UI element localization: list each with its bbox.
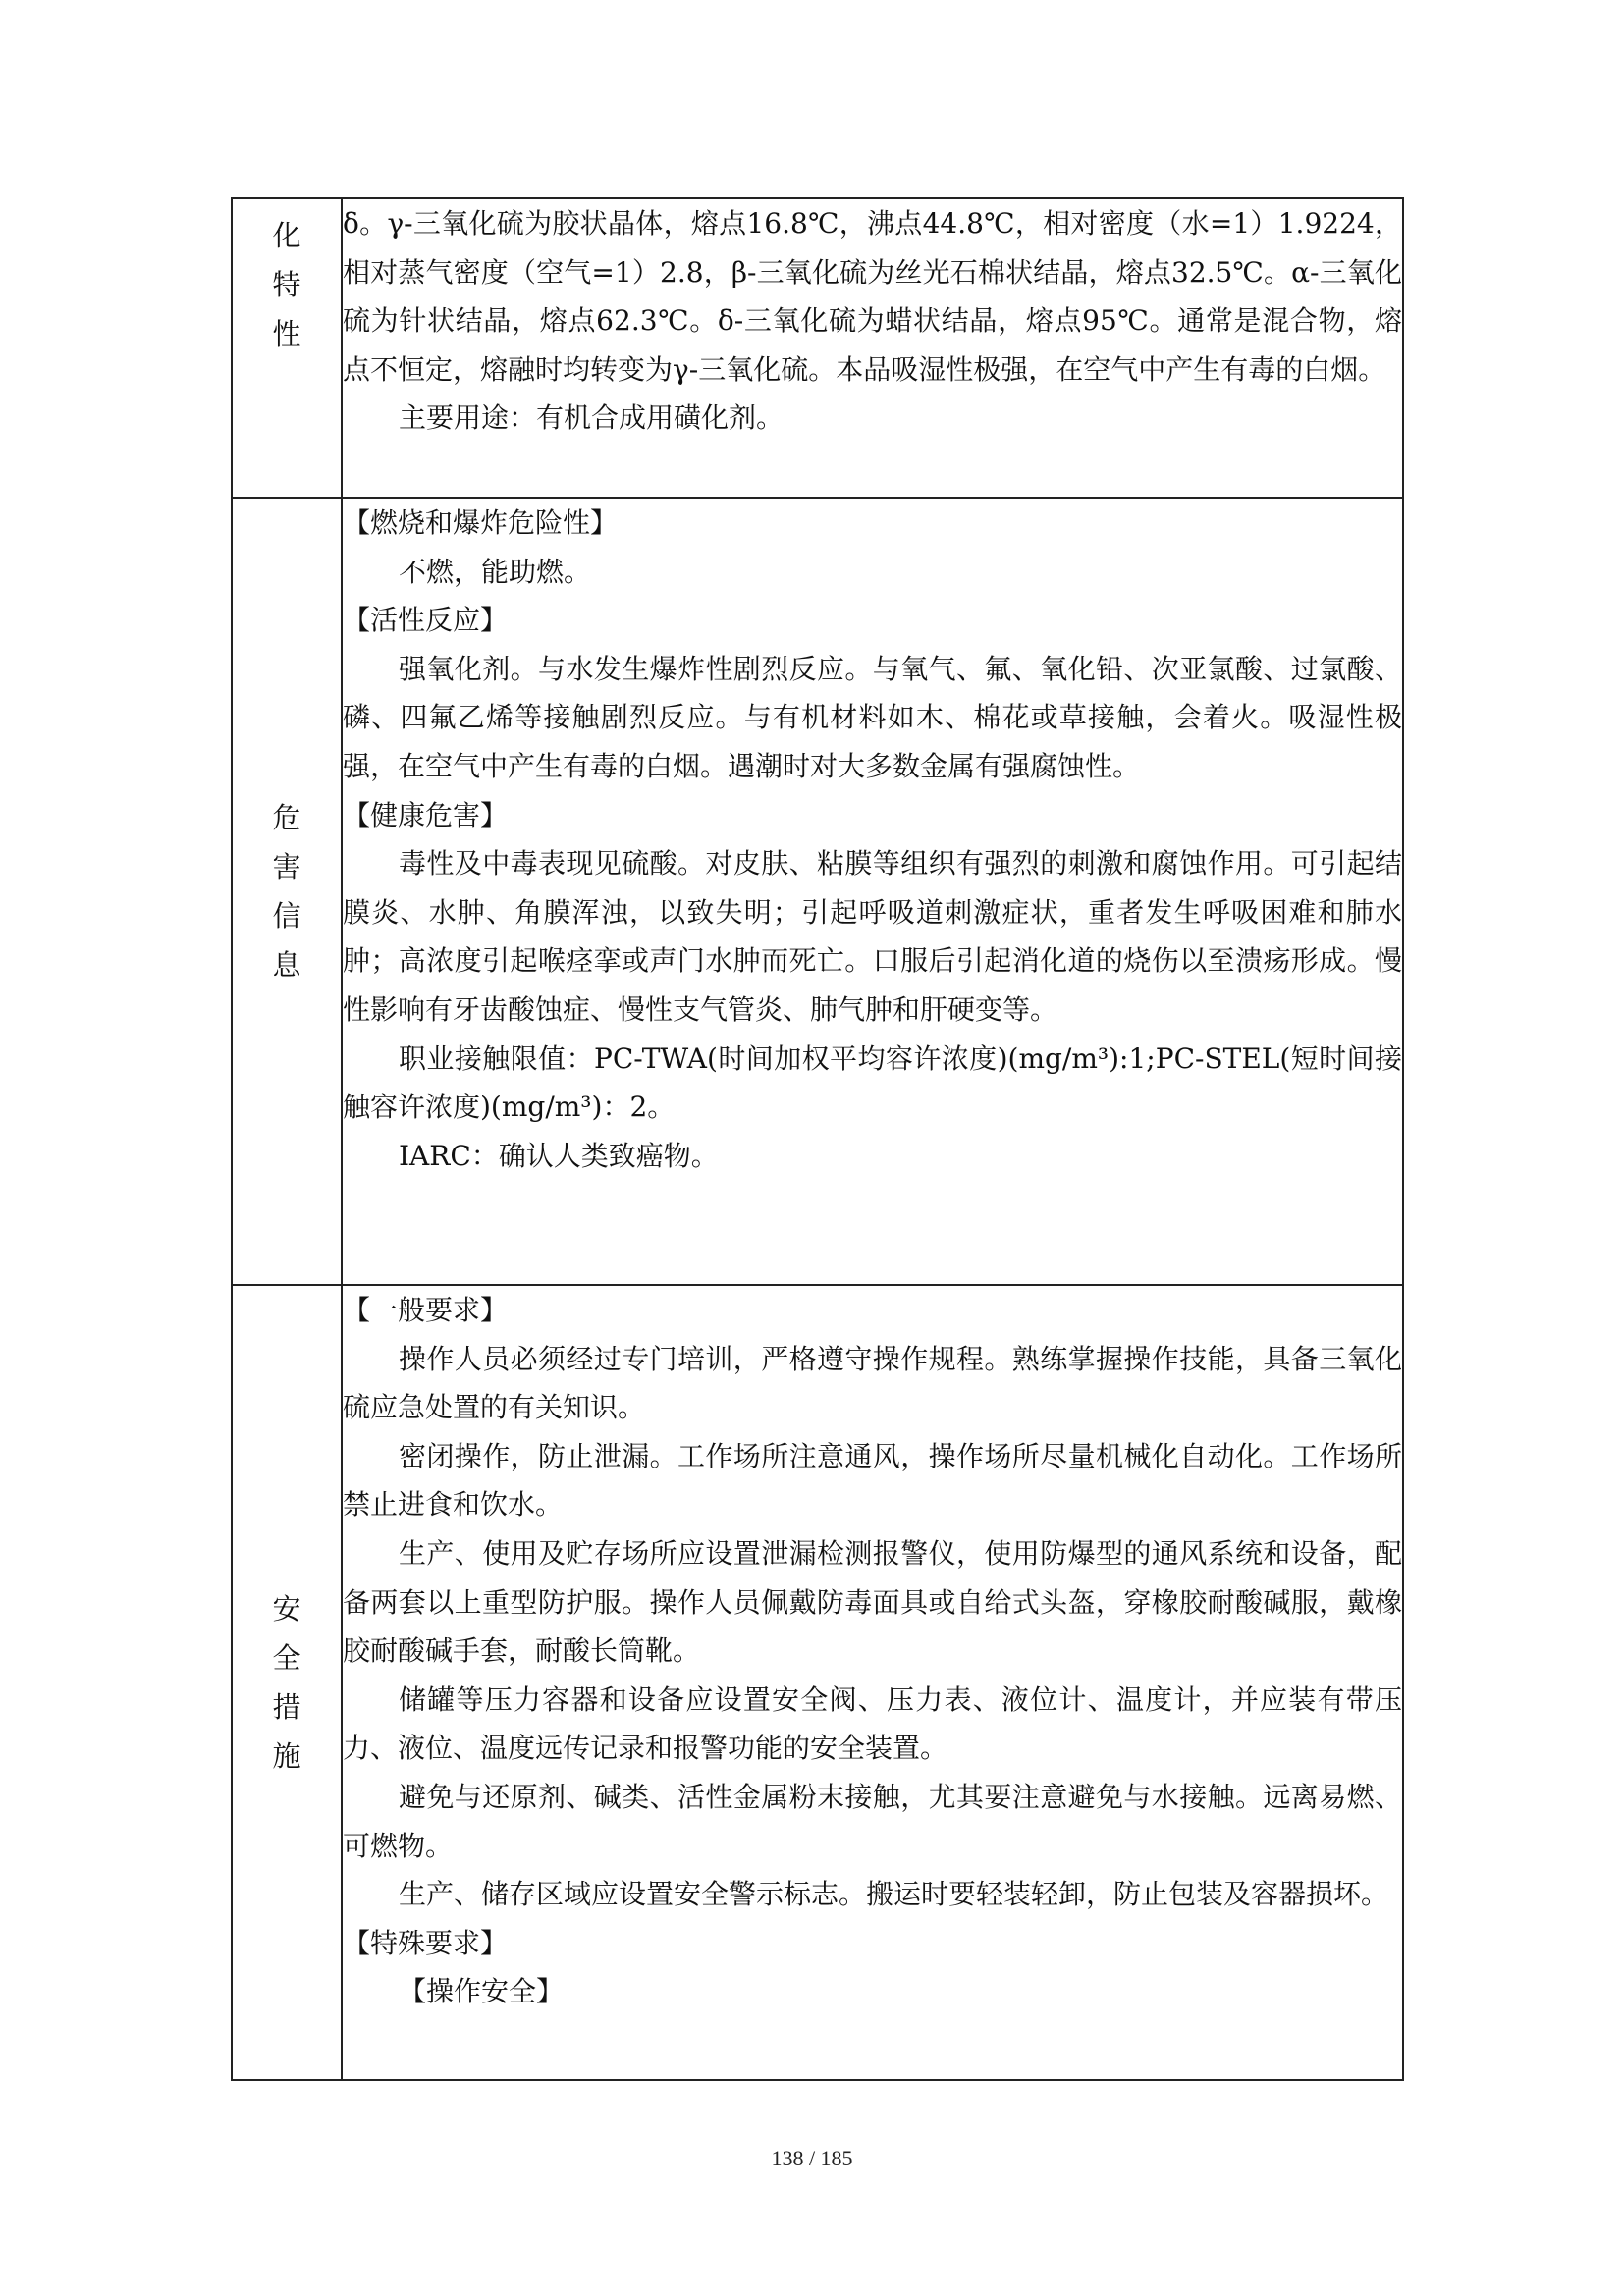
subheading: 【健康危害】	[343, 798, 509, 831]
subheading: 【操作安全】	[399, 1975, 565, 2008]
paragraph: 储罐等压力容器和设备应设置安全阀、压力表、液位计、温度计，并应装有带压力、液位、温度远传记录和报警功能的安全装置。	[343, 1682, 1402, 1765]
paragraph: 职业接触限值：PC-TWA(时间加权平均容许浓度)(mg/m³):1;PC-STEL(短时间接触容许浓度)(mg/m³)：2。	[343, 1041, 1402, 1124]
paragraph: 生产、使用及贮存场所应设置泄漏检测报警仪，使用防爆型的通风系统和设备，配备两套以上重型防护服。操作人员佩戴防毒面具或自给式头盔，穿橡胶耐酸碱服，戴橡胶耐酸碱手套，耐酸长筒靴。	[343, 1536, 1402, 1668]
subheading: 【一般要求】	[343, 1294, 509, 1326]
paragraph: 毒性及中毒表现见硫酸。对皮肤、粘膜等组织有强烈的刺激和腐蚀作用。可引起结膜炎、水肿、角膜浑浊，以致失明；引起呼吸道刺激症状，重者发生呼吸困难和肺水肿；高浓度引起喉痉挛或声门水肿而死亡。口服后引起消化道的烧伤以至溃疡形成。慢性影响有牙齿酸蚀症、慢性支气管炎、肺气肿和肝硬变等。	[343, 847, 1402, 1026]
label-char: 特	[272, 268, 301, 301]
paragraph: 操作人员必须经过专门培训，严格遵守操作规程。熟练掌握操作技能，具备三氧化硫应急处置的有关知识。	[343, 1342, 1402, 1424]
paragraph: 主要用途：有机合成用磺化剂。	[399, 401, 785, 435]
msds-table	[231, 197, 1404, 2081]
label-char: 安	[272, 1592, 301, 1626]
label-char: 全	[272, 1641, 301, 1675]
label-char: 息	[272, 948, 301, 982]
section-label-chemical-properties	[232, 198, 342, 498]
section-content-safety-measures	[342, 1285, 1403, 2080]
paragraph: 密闭操作，防止泄漏。工作场所注意通风，操作场所尽量机械化自动化。工作场所禁止进食和饮水。	[343, 1439, 1402, 1522]
subheading: 【活性反应】	[343, 604, 509, 637]
paragraph: 避免与还原剂、碱类、活性金属粉末接触，尤其要注意避免与水接触。远离易燃、可燃物。	[343, 1780, 1402, 1862]
section-content-hazard-info	[342, 498, 1403, 1285]
paragraph: 生产、储存区域应设置安全警示标志。搬运时要轻装轻卸，防止包装及容器损坏。	[399, 1878, 1389, 1911]
paragraph: IARC：确认人类致癌物。	[399, 1139, 719, 1172]
page-number: 138 / 185	[771, 2146, 853, 2170]
section-safety-measures	[232, 1285, 1403, 2080]
paragraph: 强氧化剂。与水发生爆炸性剧烈反应。与氧气、氟、氧化铅、次亚氯酸、过氯酸、磷、四氟乙烯等接触剧烈反应。与有机材料如木、棉花或草接触，会着火。吸湿性极强，在空气中产生有毒的白烟。遇潮时对大多数金属有强腐蚀性。	[343, 652, 1402, 782]
label-char: 施	[272, 1739, 301, 1773]
label-char: 信	[272, 899, 301, 933]
section-label-safety-measures	[232, 1285, 342, 2080]
label-char: 化	[272, 219, 301, 252]
paragraph: 不燃，能助燃。	[399, 555, 592, 588]
label-char: 害	[272, 850, 301, 883]
label-char: 危	[272, 801, 301, 834]
section-hazard-info	[232, 498, 1403, 1285]
label-char: 措	[272, 1690, 301, 1724]
subheading: 【特殊要求】	[343, 1926, 509, 1959]
label-char: 性	[272, 317, 301, 350]
subheading: 【燃烧和爆炸危险性】	[343, 507, 619, 539]
section-content-chemical-properties	[342, 198, 1403, 498]
section-label-hazard-info	[232, 498, 342, 1285]
paragraph: δ。γ-三氧化硫为胶状晶体，熔点16.8℃，沸点44.8℃，相对密度（水=1）1.9224，相对蒸气密度（空气=1）2.8，β-三氧化硫为丝光石棉状结晶，熔点32.5℃。α-三氧化硫为针状结晶，熔点62.3℃。δ-三氧化硫为蜡状结晶，熔点95℃。通常是混合物，熔点不恒定，熔融时均转变为γ-三氧化硫。本品吸湿性极强，在空气中产生有毒的白烟。	[343, 207, 1402, 386]
section-chemical-properties	[232, 198, 1403, 498]
